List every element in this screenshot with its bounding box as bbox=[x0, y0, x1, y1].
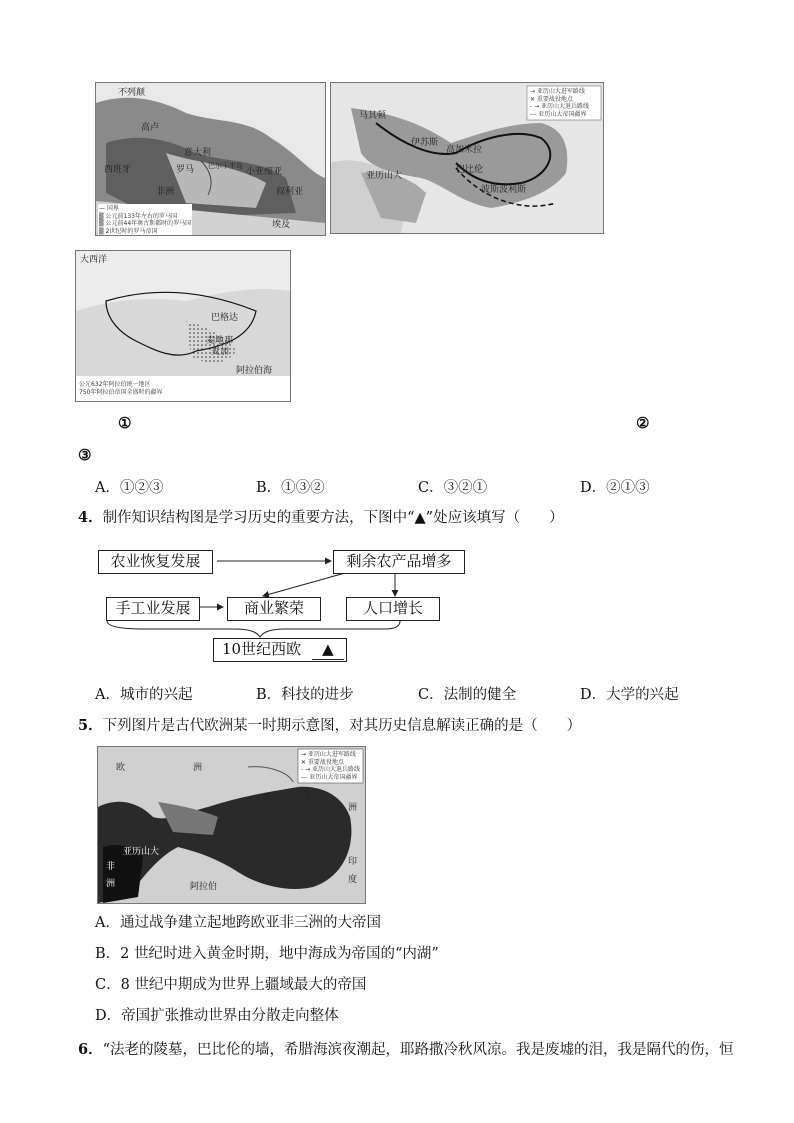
q3-option-a[interactable]: A．①②③ bbox=[95, 480, 164, 496]
map2-label: 伊苏斯 bbox=[411, 138, 439, 148]
map1-label: 小亚细亚 bbox=[246, 167, 283, 177]
map2-legend-item: --- 亚历山大帝国疆界 bbox=[530, 110, 587, 118]
q5-map-label: 洲 bbox=[348, 803, 358, 813]
q5-option-b[interactable]: B．2 世纪时进入黄金时期，地中海成为帝国的“内湖” bbox=[95, 946, 439, 962]
q5-map-label: 阿拉伯 bbox=[190, 882, 218, 892]
diagram-node-europe bbox=[213, 638, 347, 662]
q5-option-d[interactable]: D．帝国扩张推动世界由分散走向整体 bbox=[95, 1008, 339, 1024]
q4-option-c[interactable]: C．法制的健全 bbox=[418, 687, 517, 703]
map3-label: 巴格达 bbox=[211, 313, 239, 323]
diagram-node-surplus: 剩余农产品增多 bbox=[333, 550, 465, 574]
q5-legend-item: → 亚历山大进军路线 bbox=[301, 751, 356, 758]
q5-legend-item: ✕ 重要战役地点 bbox=[301, 758, 344, 766]
map1-label: 叙利亚 bbox=[276, 187, 304, 197]
q5-stem-text: 下列图片是古代欧洲某一时期示意图，对其历史信息解读正确的是（ ） bbox=[102, 718, 582, 734]
map2-legend-item: ✕ 重要战役地点 bbox=[530, 95, 573, 103]
map1-label: 埃及 bbox=[272, 220, 291, 230]
marker-2: ② bbox=[636, 414, 650, 432]
map1-label: 非洲 bbox=[156, 187, 175, 197]
map3-label: 麦地那 bbox=[206, 336, 234, 346]
q5-option-c[interactable]: C．8 世纪中期成为世界上疆域最大的帝国 bbox=[95, 977, 367, 993]
q5-legend-item: - → 亚历山大退兵路线 bbox=[301, 766, 361, 773]
map2-label: 亚历山大 bbox=[366, 171, 403, 181]
q3-option-b[interactable]: B．①③② bbox=[256, 480, 325, 496]
map3-legend-item: 750年阿拉伯帝国全盛时的疆界 bbox=[79, 388, 163, 396]
q5-number: 5． bbox=[78, 717, 103, 734]
map-alexander-empire bbox=[330, 82, 604, 234]
q6-number: 6． bbox=[78, 1041, 103, 1058]
q6-stem bbox=[78, 1040, 734, 1060]
diagram-node-agriculture: 农业恢复发展 bbox=[98, 550, 213, 574]
diagram-node-commerce: 商业繁荣 bbox=[227, 597, 321, 621]
diagram-blank: ▲ bbox=[312, 639, 344, 660]
q5-map-label: 度 bbox=[348, 875, 358, 885]
diagram-europe-label: 10世纪西欧 bbox=[222, 640, 302, 658]
q3-option-c[interactable]: C．③②① bbox=[418, 480, 488, 496]
q5-map-label: 非 bbox=[106, 862, 116, 872]
diagram-node-handicraft: 手工业发展 bbox=[106, 597, 200, 621]
q3-option-d[interactable]: D．②①③ bbox=[580, 480, 650, 496]
diagram-node-population: 人口增长 bbox=[346, 597, 440, 621]
map1-label: 高卢 bbox=[141, 123, 160, 133]
map2-label: 波斯波利斯 bbox=[481, 185, 527, 195]
map1-legend-item: ▒ 公元前133年左右的罗马国 bbox=[99, 212, 177, 220]
map3-label: 阿拉伯海 bbox=[236, 366, 273, 376]
map2-label: 马其顿 bbox=[359, 111, 387, 121]
q5-map-label: 欧 bbox=[116, 763, 126, 773]
q4-option-d[interactable]: D．大学的兴起 bbox=[580, 687, 679, 703]
q5-map-label: 洲 bbox=[106, 879, 116, 889]
map1-legend-item: ▒ 公元前44年奥古斯都时的罗马国 bbox=[99, 220, 192, 227]
map1-label: 巴尔干半岛 bbox=[208, 162, 243, 170]
map3-label: 大西洋 bbox=[80, 255, 108, 265]
q5-map-label: 亚历山大 bbox=[123, 847, 160, 857]
map1-label: 西班牙 bbox=[104, 165, 132, 175]
q4-option-a[interactable]: A．城市的兴起 bbox=[95, 687, 193, 703]
q5-map-label: 亚 bbox=[303, 791, 313, 801]
map1-legend-item: — 国界 bbox=[99, 205, 119, 212]
q5-stem bbox=[78, 716, 581, 736]
map1-legend-item: ▒ 2世纪时的罗马帝国 bbox=[99, 227, 158, 235]
map1-label: 罗马 bbox=[176, 165, 195, 175]
marker-3: ③ bbox=[78, 446, 92, 464]
q5-legend-item: --- 亚历山大帝国疆界 bbox=[301, 773, 358, 781]
q5-map bbox=[97, 746, 366, 904]
map2-legend-item: → 亚历山大进军路线 bbox=[530, 88, 585, 95]
q4-stem-text: 制作知识结构图是学习历史的重要方法，下图中“▲”处应该填写（ ） bbox=[102, 510, 564, 526]
marker-1: ① bbox=[118, 414, 132, 432]
map1-label: 意大利 bbox=[184, 148, 212, 158]
q4-option-b[interactable]: B．科技的进步 bbox=[256, 687, 354, 703]
q5-option-a[interactable]: A．通过战争建立起地跨欧亚非三洲的大帝国 bbox=[95, 915, 381, 931]
q5-map-label: 印 bbox=[348, 857, 358, 867]
map-roman-empire bbox=[95, 82, 326, 236]
map2-legend-item: - → 亚历山大退兵路线 bbox=[530, 103, 590, 110]
q5-map-label: 洲 bbox=[193, 763, 203, 773]
q4-number: 4． bbox=[78, 509, 103, 526]
map-arab-drawing bbox=[76, 251, 290, 401]
map3-legend-item: 公元632年阿拉伯统一地区 bbox=[79, 381, 151, 388]
map-arab-empire bbox=[75, 250, 291, 402]
map2-label: 巴比伦 bbox=[456, 165, 484, 175]
map2-label: 高加米拉 bbox=[446, 145, 483, 155]
map1-label: 不列颠 bbox=[118, 88, 146, 98]
q6-stem-text: “法老的陵墓，巴比伦的墙，希腊海滨夜潮起，耶路撒冷秋风凉。我是废墟的泪，我是隔代的伤，恒 bbox=[102, 1042, 734, 1058]
map3-label: 麦加 bbox=[211, 347, 230, 357]
q4-stem bbox=[78, 508, 564, 528]
